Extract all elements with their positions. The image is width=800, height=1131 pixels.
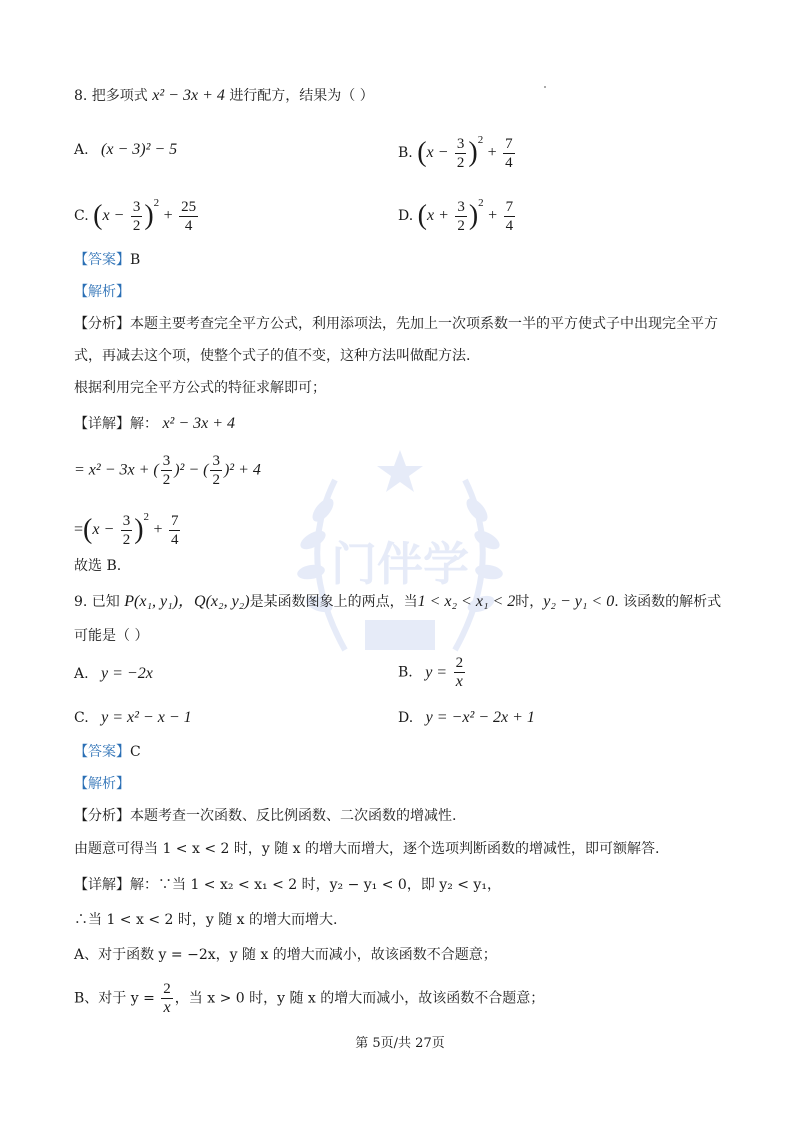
q8-option-d: D. (x + $\frac{3}{2}$ )$^2$ + $\frac{7}{4}$ [398,197,514,234]
q8-conclusion: 故选 B. [74,558,122,574]
q9-option-a: A. y = −2x [74,665,153,682]
q9-fenxi-1: 【分析】本题考查一次函数、反比例函数、二次函数的增减性. [74,808,457,824]
q9-option-c: C. y = x² − x − 1 [74,709,192,726]
option-label: A. [74,142,89,158]
q9-stem-line-2: 可能是（ ） [74,628,149,644]
watermark-logo [275,440,525,690]
q8-option-a [74,140,177,160]
q8-stem [74,86,374,106]
q8-answer: 【答案】B [74,252,141,268]
q8-option-c: C. (x − $\frac{3}{2}$ )$^2$ + $\frac{25}{4}$ [74,197,197,234]
q9-xiangjie-3: A、对于函数 y = −2x，y 随 x 的增大而减小，故该函数不合题意； [74,947,497,963]
q8-stem-poly: x² − 3x + 4 [152,87,225,104]
q8-fenxi-2: 式，再减去这个项，使整个式子的值不变，这种方法叫做配方法. [74,348,471,364]
q8-step-2: = x² − 3x + ( $\frac{3}{2}$ )² − ( $\frac{3}{2}$ )² + 4 [74,453,261,488]
q8-option-b: B. (x − $\frac{3}{2}$ )$^2$ + $\frac{7}{4}$ [398,134,513,171]
q9-analysis-tag: 【解析】 [74,776,130,792]
page-footer: 第 5页/共 27页 [355,1036,445,1051]
q8-fenxi-3: 根据利用完全平方公式的特征求解即可； [74,380,326,396]
q9-xiangjie-2: ∴当 1 < x < 2 时，y 随 x 的增大而增大. [74,912,338,928]
q9-xiangjie-4: B、对于 y = $\frac{2}{x}$ ，当 x > 0 时，y 随 x 的增大而减小，故该函数不合题意； [74,981,545,1016]
option-label: D. [398,208,414,224]
q8-step-3: =(x − $\frac{3}{2}$ )$^2$ + $\frac{7}{4}$ [74,511,179,548]
q9-option-d: D. y = −x² − 2x + 1 [398,709,535,726]
q8-fenxi-1: 【分析】本题主要考查完全平方公式，利用添项法，先加上一次项系数一半的平方使式子中出现完全平方 [74,316,718,332]
q9-fenxi-2: 由题意可得当 1 < x < 2 时，y 随 x 的增大而增大，逐个选项判断函数的增减性，即可额解答. [74,841,660,857]
q9-stem-line-1: 9. 已知 P(x₁, y₁)，Q(x₂, y₂)是某函数图象上的两点，当1 < x₂ < x₁ < 2时，y₂ − y₁ < 0. 该函数的解析式 [74,593,722,610]
q9-answer: 【答案】C [74,744,141,760]
q9-xiangjie-1: 【详解】解：∵当 1 < x₂ < x₁ < 2 时，y₂ − y₁ < 0，即 y₂ < y₁， [74,877,501,893]
option-label: B. [398,145,413,161]
option-expr: (x − 3)² − 5 [101,141,178,158]
q8-stem-prefix: 8. 把多项式 [74,88,148,104]
q8-xiangjie: 【详解】解： x² − 3x + 4 [74,415,236,432]
q8-stem-suffix: 进行配方，结果为（ ） [229,88,374,104]
speck [544,86,546,88]
option-label: C. [74,208,89,224]
q8-analysis-tag: 【解析】 [74,284,130,300]
q9-option-b: B. y = $\frac{2}{x}$ [398,655,464,690]
svg-text:门伴学: 门伴学 [331,537,469,591]
